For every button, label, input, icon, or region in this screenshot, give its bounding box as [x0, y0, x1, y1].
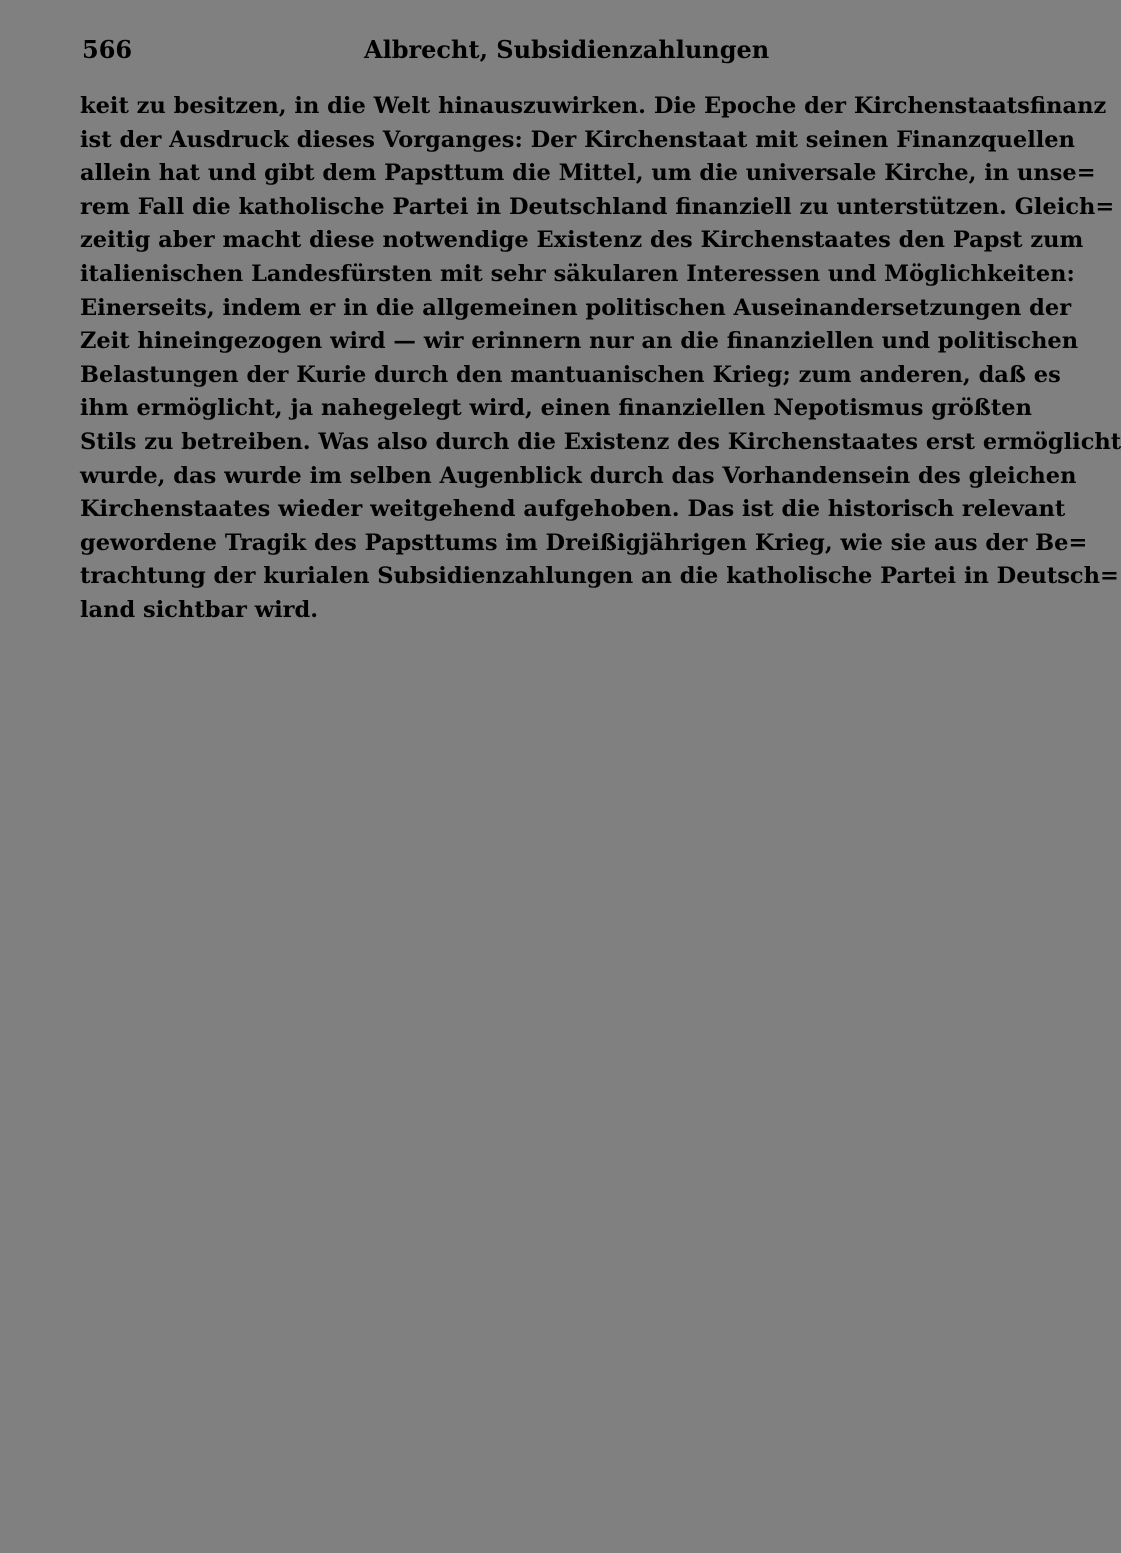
text-line: land sichtbar wird.: [80, 596, 319, 623]
text-line: ihm ermöglicht, ja nahegelegt wird, einen finanziellen Nepotismus größten: [80, 395, 1032, 422]
text-line: Stils zu betreiben. Was also durch die Existenz des Kirchenstaates erst ermöglicht: [80, 428, 1121, 455]
body-paragraph: [80, 90, 1121, 628]
text-line: keit zu besitzen, in die Welt hinauszuwirken. Die Epoche der Kirchenstaatsfinanz: [80, 93, 1107, 119]
text-line: Kirchenstaates wieder weitgehend aufgehoben. Das ist die historisch relevant: [80, 496, 1066, 523]
text-line: gewordene Tragik des Papsttums im Dreißigjährigen Krieg, wie sie aus der Be=: [80, 529, 1088, 556]
text-line: allein hat und gibt dem Papsttum die Mittel, um die universale Kirche, in unse=: [80, 160, 1096, 187]
text-line: trachtung der kurialen Subsidienzahlungen an die katholische Partei in Deutsch=: [80, 563, 1119, 590]
page-number: 566: [82, 35, 133, 64]
text-line: Einerseits, indem er in die allgemeinen politischen Auseinandersetzungen der: [80, 294, 1072, 321]
text-line: Zeit hineingezogen wird — wir erinnern nur an die finanziellen und politischen: [80, 328, 1079, 355]
running-title: Albrecht, Subsidienzahlungen: [364, 35, 770, 64]
text-line: wurde, das wurde im selben Augenblick durch das Vorhandensein des gleichen: [80, 462, 1077, 489]
running-head: [80, 32, 940, 68]
text-line: Belastungen der Kurie durch den mantuanischen Krieg; zum anderen, daß es: [80, 361, 1061, 388]
text-line: rem Fall die katholische Partei in Deutschland finanziell zu unterstützen. Gleich=: [80, 193, 1115, 220]
text-line: italienischen Landesfürsten mit sehr säkularen Interessen und Möglichkeiten:: [80, 260, 1075, 287]
text-line: zeitig aber macht diese notwendige Existenz des Kirchenstaates den Papst zum: [80, 227, 1084, 254]
text-line: ist der Ausdruck dieses Vorganges: Der Kirchenstaat mit seinen Finanzquellen: [80, 126, 1075, 153]
